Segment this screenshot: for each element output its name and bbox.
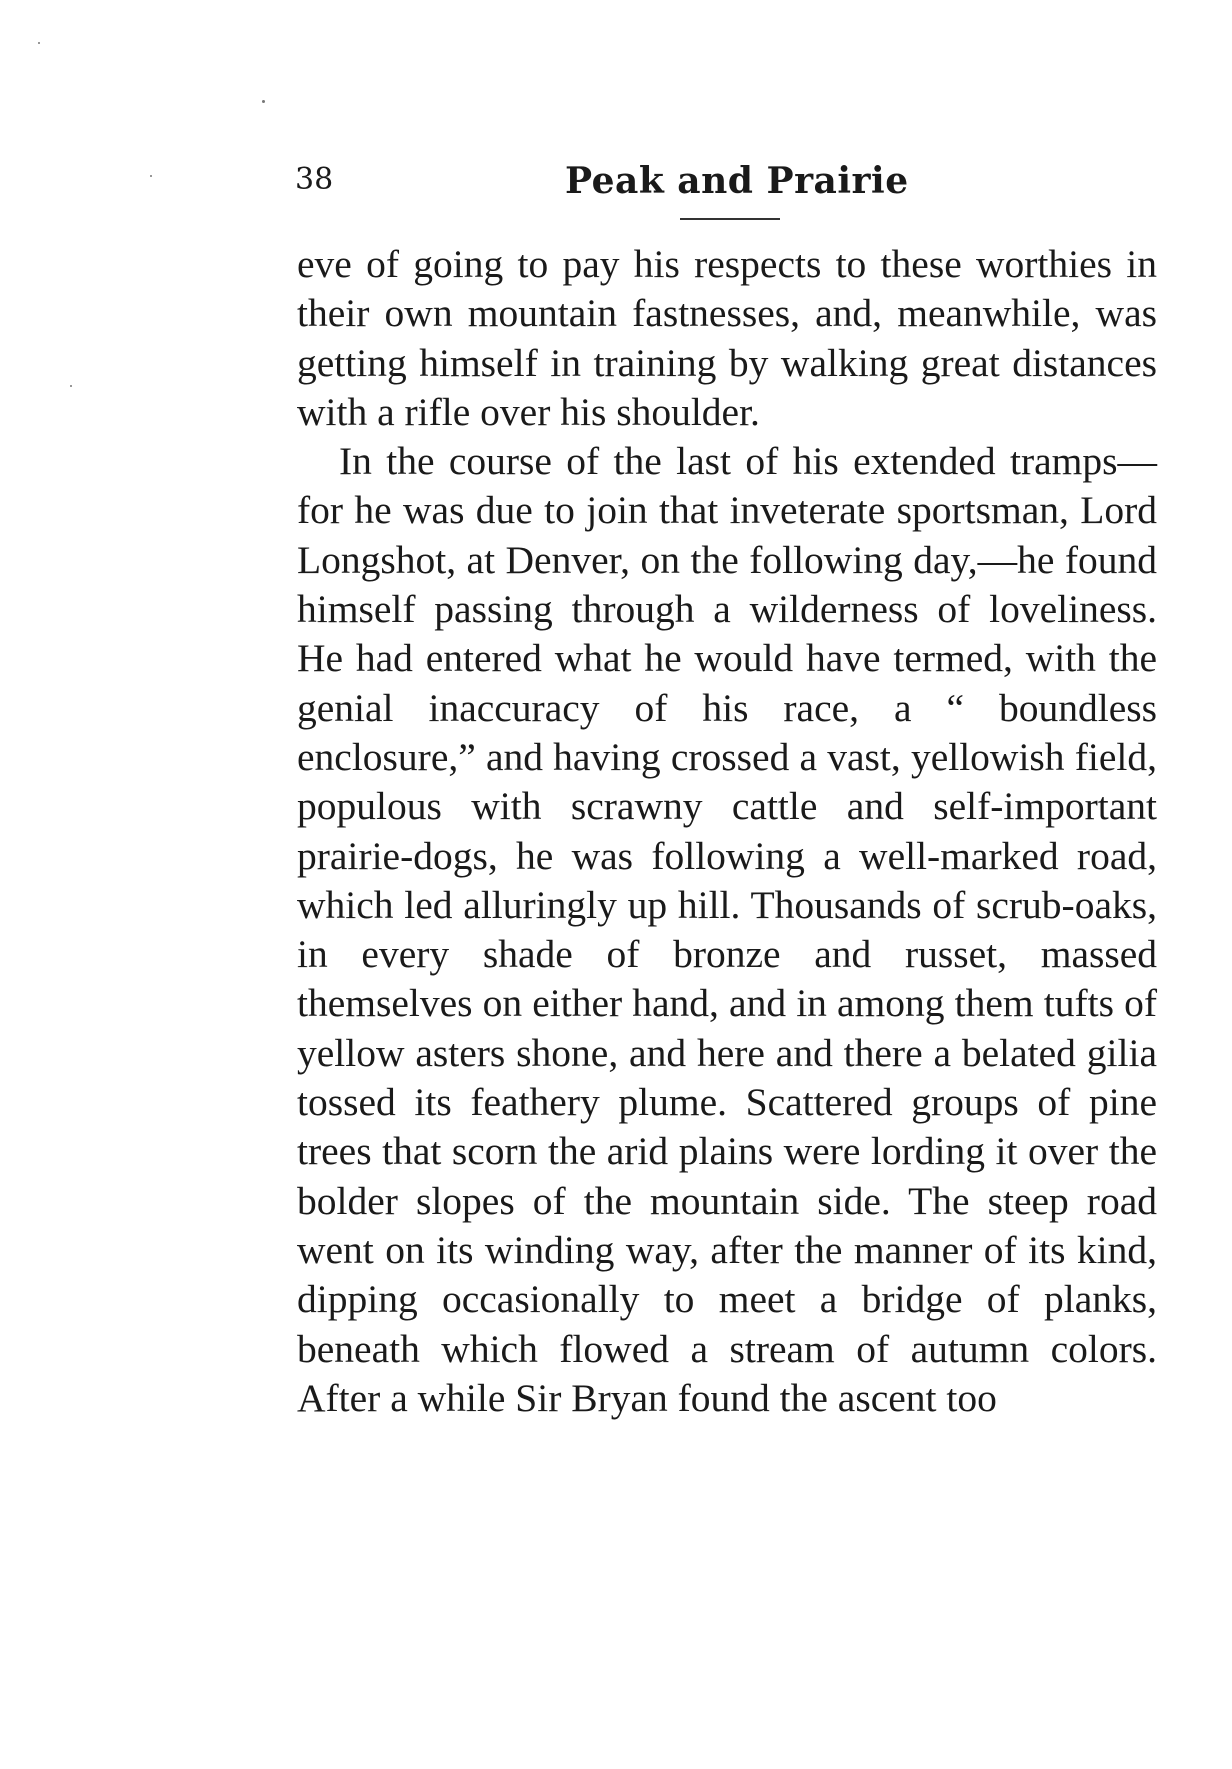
scan-speck <box>262 100 265 103</box>
header-rule <box>680 218 780 220</box>
scan-speck <box>70 385 72 387</box>
body-text <box>297 240 1157 1423</box>
scan-speck <box>150 175 152 177</box>
page-number: 38 <box>295 162 334 197</box>
page-header <box>295 160 1155 220</box>
paragraph: eve of going to pay his respects to these worthies in their own mountain fastnesses, and, meanwhile, was getting himself in training by walking great distances with a rifle over his shoulder. <box>297 242 1157 434</box>
running-title: Peak and Prairie <box>565 160 909 202</box>
paragraph: In the course of the last of his extended tramps—for he was due to join that inveterate sportsman, Lord Longshot, at Denver, on the following day,—he found himself passing through a wilderness of loveliness. He had entered what he would have termed, with the genial inaccuracy of his race, a “ boundless enclosure,” and having crossed a vast, yellowish field, populous with scrawny cattle and self-important prairie-dogs, he was following a well-marked road, which led alluringly up hill. Thousands of scrub-oaks, in every shade of bronze and russet, massed themselves on either hand, and in among them tufts of yellow asters shone, and here and there a belated gilia tossed its feathery plume. Scattered groups of pine trees that scorn the arid plains were lording it over the bolder slopes of the mountain side. The steep road went on its winding way, after the manner of its kind, dipping occasionally to meet a bridge of planks, beneath which flowed a stream of autumn colors. After a while Sir Bryan found the ascent too <box>297 439 1157 1420</box>
scan-speck <box>38 42 40 44</box>
